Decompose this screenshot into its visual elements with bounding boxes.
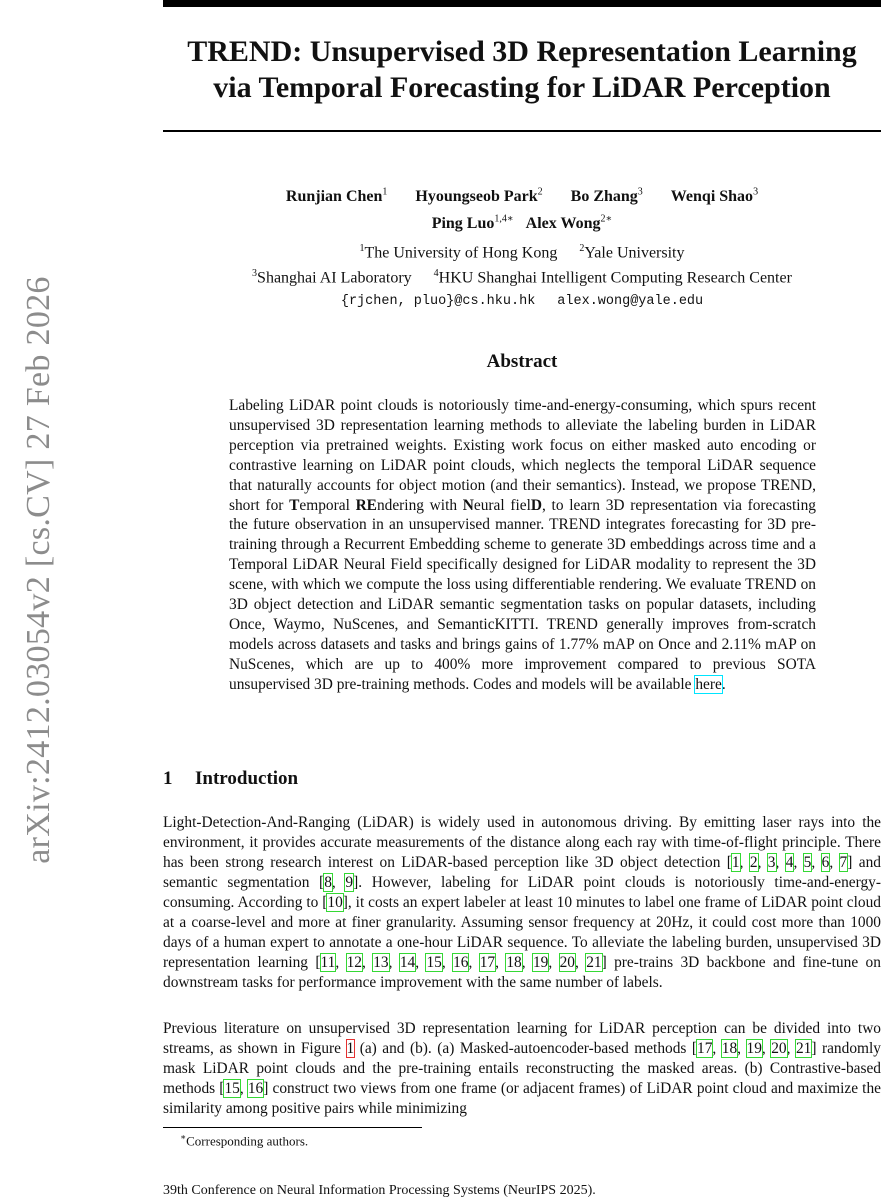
- email-yale: alex.wong@yale.edu: [557, 293, 704, 309]
- citation-link[interactable]: 16: [247, 1080, 264, 1097]
- abstract-heading: Abstract: [486, 351, 558, 372]
- citation-link[interactable]: 19: [532, 954, 549, 971]
- citation-link[interactable]: 19: [746, 1040, 762, 1057]
- title-rule: [163, 130, 881, 132]
- citation-link[interactable]: 5: [803, 854, 812, 871]
- citation-link[interactable]: 7: [839, 854, 848, 871]
- author: Ping Luo$^{1,4∗}$: [431, 213, 514, 232]
- author-line-1: [163, 182, 881, 208]
- citation-link[interactable]: 6: [821, 854, 830, 871]
- citation-link[interactable]: 3: [767, 854, 776, 871]
- code-link[interactable]: here: [695, 675, 722, 693]
- intro-paragraph-1: Light-Detection-And-Ranging (LiDAR) is widely used in autonomous driving. By emitting laser rays into the environment, it provides accurate measurements of the distance along each ray with time-of-flight principle. There has been strong research interest on LiDAR-based perception like 3D object detection [1, 2, 3, 4, 5, 6, 7] and semantic segmentation [8, 9]. However, labeling for LiDAR point clouds is notoriously time-and-energy-consuming. According to [10], it costs an expert labeler at least 10 minutes to label one frame of LiDAR point cloud at a coarse-level and more at finer granularity. Assuming sensor frequency at 20Hz, it could cost more than 1000 days of a human expert to annotate a one-hour LiDAR sequence. To alleviate the labeling burden, unsupervised 3D representation learning [11, 12, 13, 14, 15, 16, 17, 18, 19, 20, 21] pre-trains 3D backbone and fine-tune on downstream tasks for performance improvement with the same number of labels.: [163, 814, 881, 991]
- citation-link[interactable]: 14: [399, 954, 416, 971]
- citation-link[interactable]: 16: [453, 954, 469, 971]
- footnote: ∗Corresponding authors.: [180, 1132, 309, 1149]
- paper-title: [163, 34, 881, 106]
- citation-link[interactable]: 20: [559, 954, 575, 971]
- citation-link[interactable]: 18: [506, 954, 522, 971]
- citation-link[interactable]: 15: [224, 1080, 240, 1097]
- affiliations: [163, 238, 881, 312]
- citation-link[interactable]: 4: [785, 854, 794, 871]
- section-number: 1: [163, 768, 173, 789]
- citation-link[interactable]: 11: [320, 954, 336, 971]
- arxiv-stamp-text: arXiv:2412.03054v2 [cs.CV] 27 Feb 2026: [20, 276, 57, 864]
- author: Hyoungseob Park$^2$: [415, 187, 543, 206]
- intro-paragraph-2: Previous literature on unsupervised 3D representation learning for LiDAR perception can be divided into two streams, as shown in Figure 1 (a) and (b). (a) Masked-autoencoder-based methods [17, 18, 19, 20, 21] randomly mask LiDAR point clouds and the pre-training entails reconstructing the masked areas. (b) Contrastive-based methods [15, 16] construct two views from one frame (or adjacent frames) of LiDAR point cloud and maximize the similarity among positive pairs while minimizing: [163, 1020, 881, 1117]
- section-title: Introduction: [195, 768, 299, 789]
- title-line-1: TREND: Unsupervised 3D Representation Learning: [187, 35, 857, 68]
- figure-ref-link[interactable]: 1: [346, 1040, 355, 1057]
- citation-link[interactable]: 10: [327, 894, 343, 911]
- email-hku: {rjchen, pluo}@cs.hku.hk: [340, 293, 536, 309]
- citation-link[interactable]: 1: [731, 854, 740, 871]
- citation-link[interactable]: 9: [345, 874, 354, 891]
- citation-link[interactable]: 18: [721, 1040, 738, 1057]
- author: Runjian Chen$^1$: [285, 187, 388, 206]
- citation-link[interactable]: 12: [346, 954, 362, 971]
- citation-link[interactable]: 2: [749, 854, 758, 871]
- section-heading: [163, 768, 298, 790]
- citation-link[interactable]: 15: [426, 954, 442, 971]
- author: Wenqi Shao$^3$: [670, 187, 759, 206]
- abstract-text: Labeling LiDAR point clouds is notoriously time-and-energy-consuming, which spurs recent unsupervised 3D representation learning methods to alleviate the labeling burden in LiDAR perception via pretrained weights. Existing work focus on either masked auto encoding or contrastive learning on LiDAR point clouds, which neglects the temporal LiDAR sequence that naturally accounts for object motion (and their semantics). Instead, we propose TREND, short for Temporal REndering with Neural fielD, to learn 3D representation via forecasting the future observation in an unsupervised manner. TREND integrates forecasting for 3D pre-training through a Recurrent Embedding scheme to generate 3D embeddings across time and a Temporal LiDAR Neural Field specifically designed for LiDAR modality to represent the 3D scene, with which we compute the loss using differentiable rendering. We evaluate TREND on 3D object detection and LiDAR semantic segmentation tasks on popular datasets, including Once, Waymo, NuScenes, and SemanticKITTI. TREND generally improves from-scratch models across datasets and tasks and brings gains of 1.77% mAP on Once and 2.11% mAP on NuScenes, which are up to 400% more improvement compared to previous SOTA unsupervised 3D pre-training methods. Codes and models will be available here.: [229, 397, 816, 693]
- email-line: [163, 289, 881, 312]
- top-rule: [163, 0, 881, 7]
- venue-footer: 39th Conference on Neural Information Processing Systems (NeurIPS 2025).: [163, 1183, 596, 1198]
- author: Alex Wong$^{2∗}$: [525, 213, 613, 232]
- citation-link[interactable]: 17: [479, 954, 496, 971]
- author-line-2: [163, 208, 881, 234]
- affiliation-line-2: $^3$Shanghai AI Laboratory $^4$HKU Shanghai Intelligent Computing Research Center: [252, 268, 792, 287]
- title-line-2: via Temporal Forecasting for LiDAR Perception: [213, 71, 831, 104]
- citation-link[interactable]: 20: [771, 1040, 787, 1057]
- citation-link[interactable]: 8: [324, 874, 332, 891]
- citation-link[interactable]: 21: [586, 954, 602, 971]
- citation-link[interactable]: 13: [373, 954, 389, 971]
- author: Bo Zhang$^3$: [570, 187, 643, 206]
- affiliation-line-1: $^1$The University of Hong Kong $^2$Yale University: [359, 243, 685, 262]
- citation-link[interactable]: 21: [795, 1040, 812, 1057]
- author-list: [163, 182, 881, 235]
- citation-link[interactable]: 17: [697, 1040, 713, 1057]
- footnote-rule: [163, 1127, 422, 1128]
